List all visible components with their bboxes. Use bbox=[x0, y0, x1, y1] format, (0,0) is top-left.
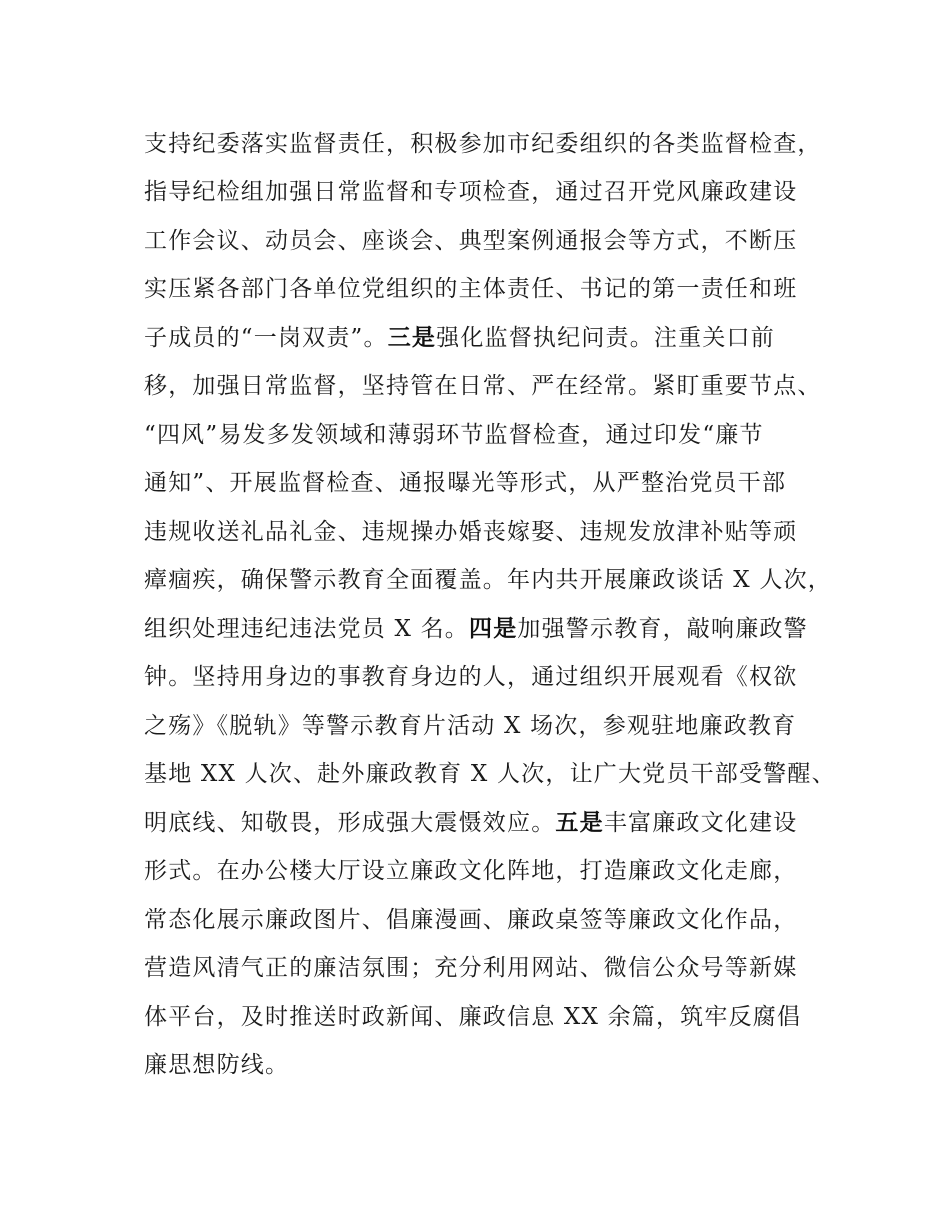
text-line: 常态化展示廉政图片、倡廉漫画、廉政桌签等廉政文化作品， bbox=[144, 907, 798, 933]
text-line: 违规收送礼品礼金、违规操办婚丧嫁娶、违规发放津补贴等顽 bbox=[144, 519, 798, 545]
text-segment: 明底线、知敬畏，形成强大震慑效应。 bbox=[144, 810, 556, 836]
text-line: 瘴痼疾，确保警示教育全面覆盖。年内共开展廉政谈话 X 人次， bbox=[144, 567, 832, 593]
text-line: 实压紧各部门各单位党组织的主体责任、书记的第一责任和班 bbox=[144, 276, 798, 302]
text-line: 体平台，及时推送时政新闻、廉政信息 XX 余篇，筑牢反腐倡 bbox=[144, 1004, 802, 1030]
text-line bbox=[144, 609, 808, 649]
text-line: 营造风清气正的廉洁氛围；充分利用网站、微信公众号等新媒 bbox=[144, 955, 798, 981]
text-segment: 子成员的“一岗双责”。 bbox=[144, 325, 388, 351]
text-line: 移，加强日常监督，坚持管在日常、严在经常。紧盯重要节点、 bbox=[144, 373, 822, 399]
text-segment: 加强警示教育，敲响廉政警 bbox=[517, 616, 808, 642]
text-line: 之殇》《脱轨》等警示教育片活动 X 场次，参观驻地廉政教育 bbox=[144, 713, 797, 739]
text-line: 通知”、开展监督检查、通报曝光等形式，从严整治党员干部 bbox=[144, 470, 787, 496]
text-segment: 强化监督执纪问责。注重关口前 bbox=[436, 325, 775, 351]
text-line: “四风”易发多发领域和薄弱环节监督检查，通过印发“廉节 bbox=[144, 422, 764, 448]
text-line: 指导纪检组加强日常监督和专项检查，通过召开党风廉政建设 bbox=[144, 179, 798, 205]
text-segment: 组织处理违纪违法党员 X 名。 bbox=[144, 616, 469, 642]
text-line: 工作会议、动员会、座谈会、典型案例通报会等方式，不断压 bbox=[144, 228, 798, 254]
text-segment: 丰富廉政文化建设 bbox=[603, 810, 798, 836]
section-heading-five: 五是 bbox=[555, 810, 604, 836]
text-line bbox=[144, 318, 775, 358]
section-heading-four: 四是 bbox=[469, 616, 518, 642]
text-line: 支持纪委落实监督责任，积极参加市纪委组织的各类监督检查， bbox=[144, 131, 822, 157]
text-line: 基地 XX 人次、赴外廉政教育 X 人次，让广大党员干部受警醒、 bbox=[144, 761, 836, 787]
section-heading-three: 三是 bbox=[387, 325, 437, 351]
text-line: 形式。在办公楼大厅设立廉政文化阵地，打造廉政文化走廊， bbox=[144, 858, 798, 884]
text-line bbox=[144, 803, 797, 843]
text-line: 钟。坚持用身边的事教育身边的人，通过组织开展观看《权欲 bbox=[144, 664, 798, 690]
text-line: 廉思想防线。 bbox=[144, 1052, 290, 1078]
